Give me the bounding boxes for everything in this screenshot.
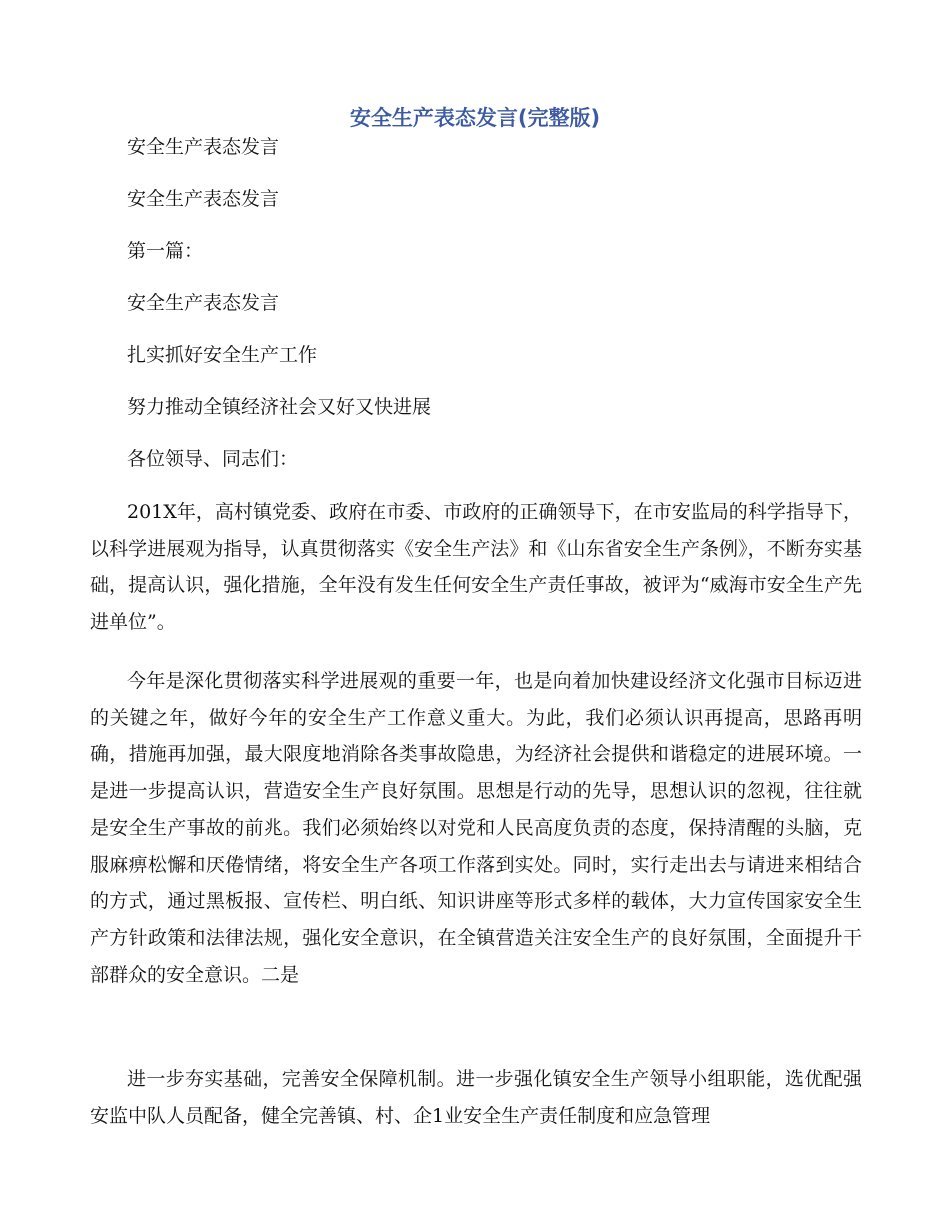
text-line: 扎实抓好安全生产工作 — [127, 344, 318, 366]
text-line: 努力推动全镇经济社会又好又快进展 — [127, 396, 432, 418]
text-line: 安全生产表态发言 — [127, 136, 280, 158]
salutation: 各位领导、同志们： — [127, 448, 299, 470]
body-paragraph: 今年是深化贯彻落实科学进展观的重要一年，也是向着加快建设经济文化强市目标迈进的关键之年，做好今年的安全生产工作意义重大。为此，我们必须认识再提高，思路再明确，措施再加强，最大限度地消除各类事故隐患，为经济社会提供和谐稳定的进展环境。一是进一步提高认识，营造安全生产良好氛围。思想是行动的先导，思想认识的忽视，往往就是安全生产事故的前兆。我们必须始终以对党和人民高度负责的态度，保持清醒的头脑，克服麻痹松懈和厌倦情绪，将安全生产各项工作落到实处。同时，实行走出去与请进来相结合的方式，通过黑板报、宣传栏、明白纸、知识讲座等形式多样的载体，大力宣传国家安全生产方针政策和法律法规，强化安全意识，在全镇营造关注安全生产的良好氛围，全面提升干部群众的安全意识。二是 — [90, 670, 862, 986]
text-line: 安全生产表态发言 — [127, 292, 280, 314]
text-line: 安全生产表态发言 — [127, 188, 280, 210]
body-paragraph: 201X年，高村镇党委、政府在市委、市政府的正确领导下，在市安监局的科学指导下，以科学进展观为指导，认真贯彻落实《安全生产法》和《山东省安全生产条例》，不断夯实基础，提高认识，强化措施，全年没有发生任何安全生产责任事故，被评为“威海市安全生产先进单位”。 — [90, 501, 862, 634]
text-line: 第一篇： — [127, 240, 204, 262]
body-paragraph: 进一步夯实基础，完善安全保障机制。进一步强化镇安全生产领导小组职能，选优配强安监中队人员配备，健全完善镇、村、企1业安全生产责任制度和应急管理 — [90, 1068, 862, 1127]
document-title: 安全生产表态发言(完整版) — [349, 106, 601, 130]
